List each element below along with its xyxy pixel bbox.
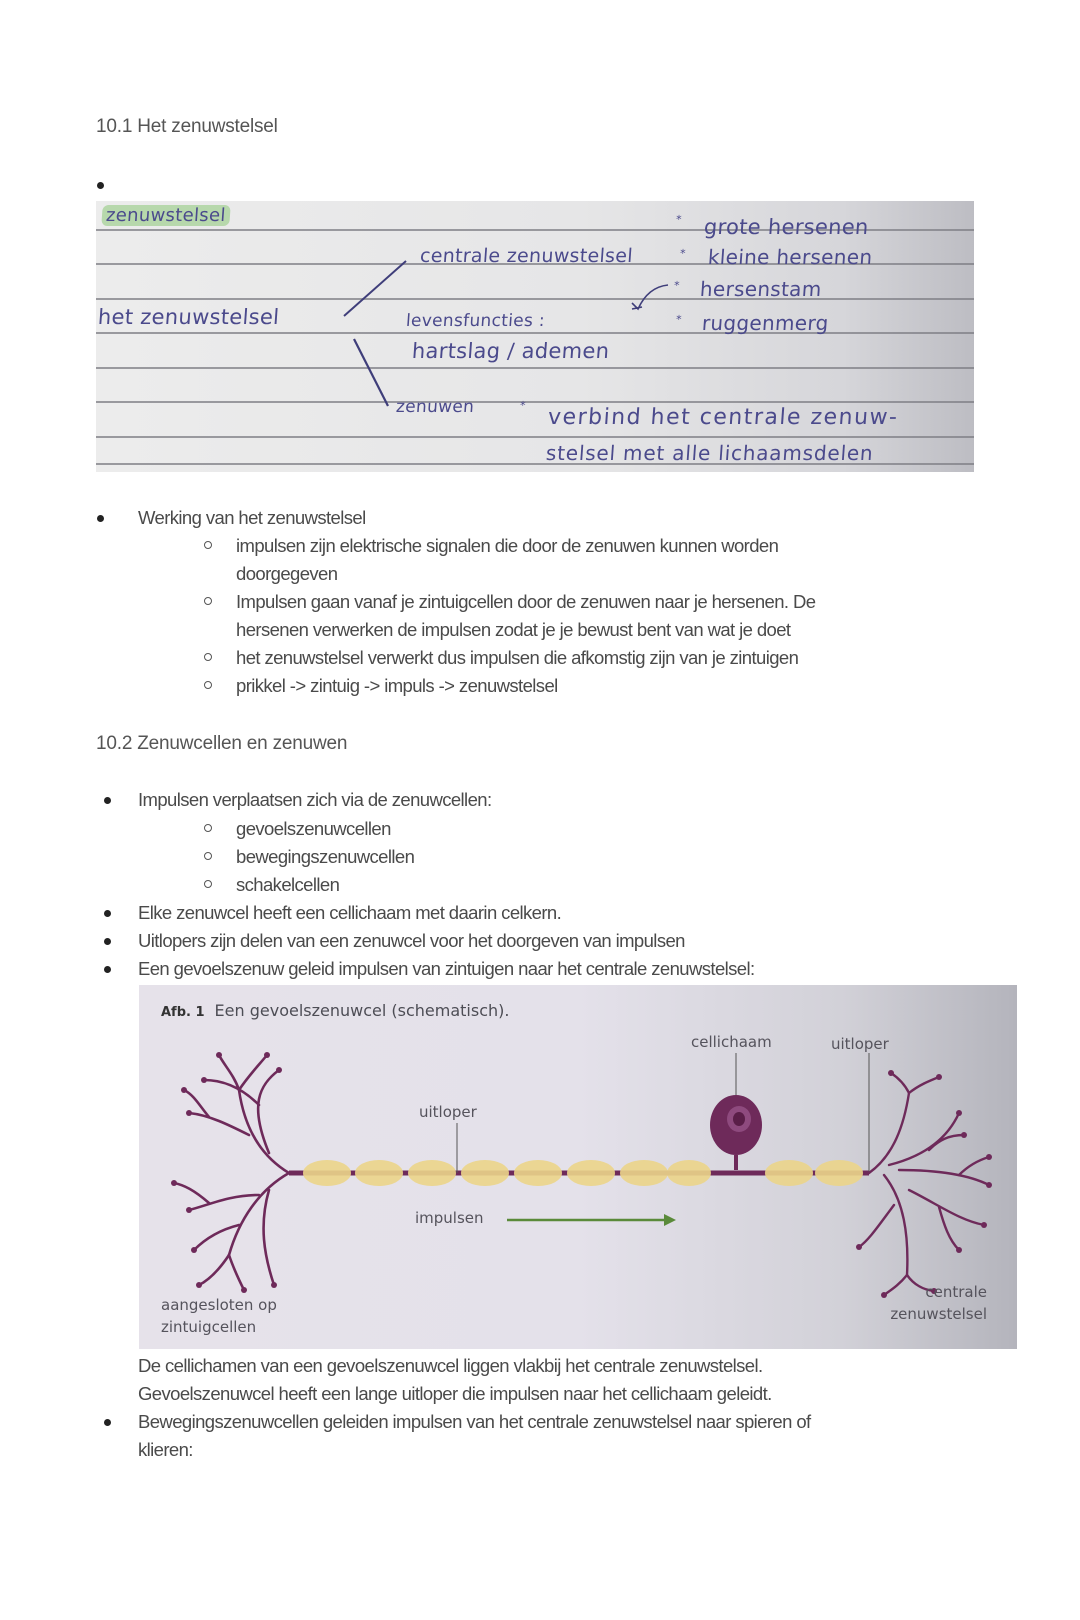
star-icon: * bbox=[679, 247, 687, 260]
bullet-icon bbox=[104, 966, 111, 973]
sub-bullet-icon bbox=[204, 681, 212, 689]
bullet-icon bbox=[97, 515, 104, 522]
sub-bullet-icon bbox=[204, 541, 212, 549]
werking-item-2a: Impulsen gaan vanaf je zintuigcellen door de zenuwen naar je hersenen. De bbox=[236, 591, 816, 612]
bullet-icon bbox=[104, 938, 111, 945]
life-functions-value: hartslag / ademen bbox=[411, 339, 611, 363]
werking-item-2b: hersenen verwerken de impulsen zodat je je bewust bent van wat je doet bbox=[236, 619, 791, 640]
bullet-gevoelszenuw: Een gevoelszenuw geleid impulsen van zintuigen naar het centrale zenuwstelsel: bbox=[138, 958, 755, 979]
bullet-beweging-line-1: Bewegingszenuwcellen geleiden impulsen van het centrale zenuwstelsel naar spieren of bbox=[138, 1411, 811, 1432]
central-part: kleine hersenen bbox=[707, 245, 874, 269]
sensory-neuron-figure bbox=[139, 985, 1017, 1349]
star-icon: * bbox=[519, 399, 527, 412]
bullet-impulsen: Impulsen verplaatsen zich via de zenuwcellen: bbox=[138, 789, 492, 810]
after-figure-line-2: Gevoelszenuwcel heeft een lange uitloper die impulsen naar het cellichaam geleidt. bbox=[138, 1383, 772, 1404]
label-sensory-1: aangesloten op bbox=[161, 1296, 277, 1314]
notes-nerves-branch: zenuwen bbox=[395, 397, 475, 417]
bullet-cellichaam: Elke zenuwcel heeft een cellichaam met daarin celkern. bbox=[138, 902, 562, 923]
central-part: ruggenmerg bbox=[701, 311, 830, 335]
cell-type: bewegingszenuwcellen bbox=[236, 846, 415, 867]
notes-title: zenuwstelsel bbox=[101, 205, 230, 226]
label-uitloper-right: uitloper bbox=[831, 1035, 889, 1053]
label-cns-1: centrale bbox=[925, 1283, 987, 1301]
after-figure-line-1: De cellichamen van een gevoelszenuwcel liggen vlakbij het centrale zenuwstelsel. bbox=[138, 1355, 763, 1376]
life-functions-label: levensfuncties : bbox=[405, 311, 546, 331]
bullet-icon bbox=[104, 1419, 111, 1426]
bullet-icon bbox=[97, 182, 104, 189]
label-uitloper-left: uitloper bbox=[419, 1103, 477, 1121]
nerves-description-1: verbind het centrale zenuw- bbox=[547, 405, 900, 430]
label-cns-2: zenuwstelsel bbox=[890, 1305, 987, 1323]
central-part: hersenstam bbox=[699, 277, 823, 301]
notes-root: het zenuwstelsel bbox=[97, 305, 281, 329]
star-icon: * bbox=[675, 213, 683, 226]
star-icon: * bbox=[675, 313, 683, 326]
bullet-uitlopers: Uitlopers zijn delen van een zenuwcel voor het doorgeven van impulsen bbox=[138, 930, 685, 951]
nerves-description-2: stelsel met alle lichaamsdelen bbox=[545, 441, 875, 465]
central-part: grote hersenen bbox=[703, 215, 870, 239]
star-icon: * bbox=[673, 279, 681, 292]
branch-lines bbox=[96, 201, 974, 472]
sub-bullet-icon bbox=[204, 824, 212, 832]
werking-item-1a: impulsen zijn elektrische signalen die door de zenuwen kunnen worden bbox=[236, 535, 779, 556]
notes-central-branch: centrale zenuwstelsel bbox=[419, 245, 634, 267]
label-sensory-2: zintuigcellen bbox=[161, 1318, 257, 1336]
werking-item-3: het zenuwstelsel verwerkt dus impulsen die afkomstig zijn van je zintuigen bbox=[236, 647, 799, 668]
bullet-beweging-line-2: klieren: bbox=[138, 1439, 193, 1460]
sub-bullet-icon bbox=[204, 653, 212, 661]
sub-bullet-icon bbox=[204, 880, 212, 888]
bullet-icon bbox=[104, 797, 111, 804]
section-heading-10-2: 10.2 Zenuwcellen en zenuwen bbox=[96, 733, 348, 754]
section-heading-10-1: 10.1 Het zenuwstelsel bbox=[96, 116, 278, 137]
bullet-icon bbox=[104, 910, 111, 917]
sub-bullet-icon bbox=[204, 597, 212, 605]
label-cellichaam: cellichaam bbox=[691, 1033, 772, 1051]
cell-type: gevoelszenuwcellen bbox=[236, 818, 391, 839]
figure-caption: Afb. 1 Een gevoelszenuwcel (schematisch). bbox=[161, 1001, 510, 1020]
sub-bullet-icon bbox=[204, 852, 212, 860]
werking-label: Werking van het zenuwstelsel bbox=[138, 507, 366, 528]
cell-type: schakelcellen bbox=[236, 874, 340, 895]
werking-item-1b: doorgegeven bbox=[236, 563, 338, 584]
werking-item-4: prikkel -> zintuig -> impuls -> zenuwstelsel bbox=[236, 675, 558, 696]
handwritten-notes-photo bbox=[96, 201, 974, 472]
label-impulsen: impulsen bbox=[415, 1209, 484, 1227]
